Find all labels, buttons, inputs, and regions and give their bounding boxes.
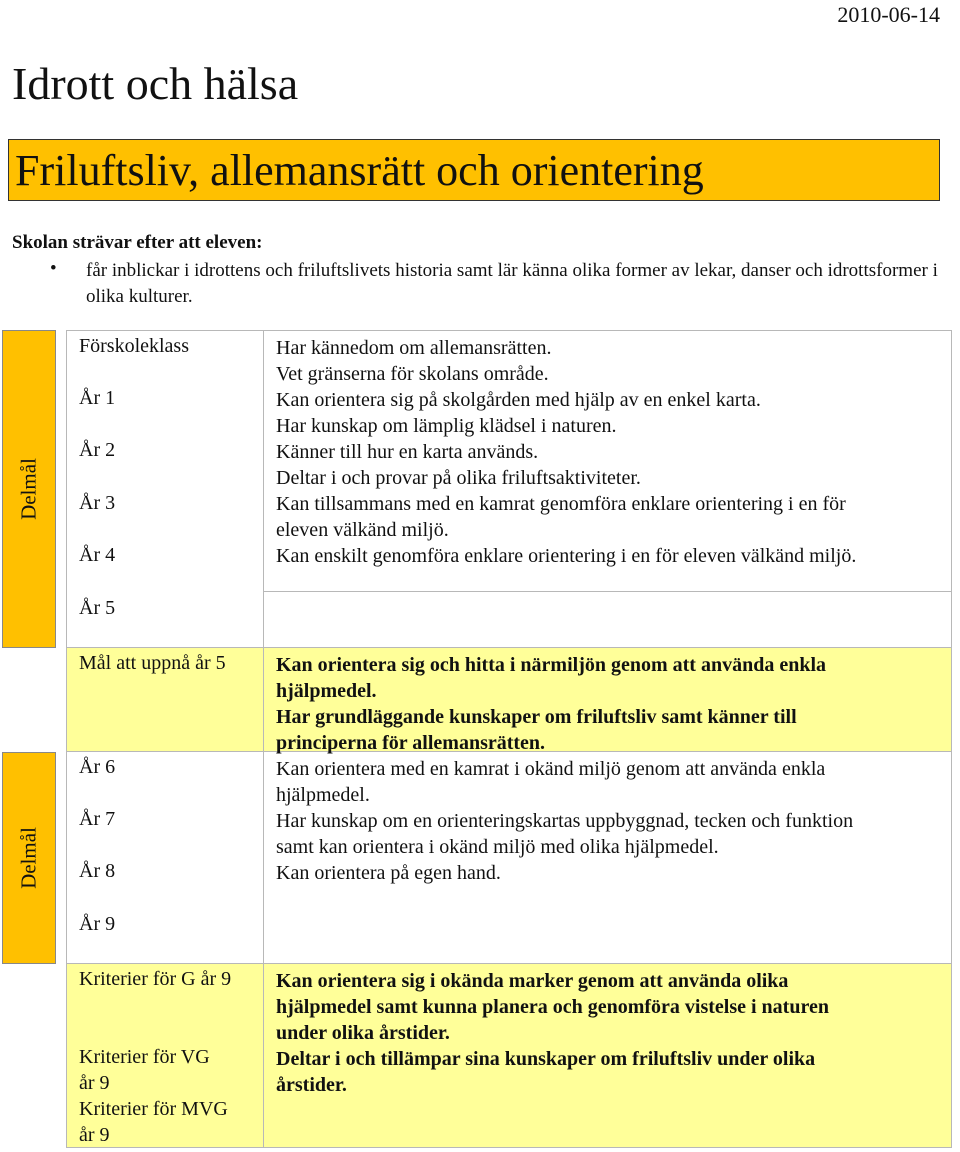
goal-line: eleven välkänd miljö. <box>276 519 449 541</box>
area-banner <box>8 139 940 201</box>
delmal-band-2 <box>2 752 56 964</box>
year-label: År 5 <box>79 597 116 619</box>
goal-line: Kan enskilt genomföra enklare orientering i en för eleven välkänd miljö. <box>276 545 857 567</box>
bullet-dot-icon: • <box>50 258 57 279</box>
criteria-line: Deltar i och tillämpar sina kunskaper om friluftsliv under olika <box>276 1048 816 1070</box>
goal-line: samt kan orientera i okänd miljö med olika hjälpmedel. <box>276 836 719 858</box>
criteria-line: årstider. <box>276 1074 347 1096</box>
goal-line: Deltar i och provar på olika friluftsaktiviteter. <box>276 467 641 489</box>
criteria-vg-label: Kriterier för VG <box>79 1046 210 1068</box>
criteria-line: Kan orientera sig i okända marker genom att använda olika <box>276 970 789 992</box>
delmal-band-1-label: Delmål <box>16 458 41 520</box>
delmal-band-1 <box>2 330 56 648</box>
year-label: År 4 <box>79 544 116 566</box>
goals-cell-2 <box>264 752 952 964</box>
goal-line: Har kunskap om lämplig klädsel i naturen. <box>276 415 617 437</box>
goal-line: Kan orientera med en kamrat i okänd miljö genom att använda enkla <box>276 758 826 780</box>
goal5-label-cell <box>66 648 264 752</box>
goal-line: Vet gränserna för skolans område. <box>276 363 549 385</box>
year-label: År 1 <box>79 387 116 409</box>
year-label: Förskoleklass <box>79 335 189 357</box>
delmal-band-2-label: Delmål <box>16 827 41 889</box>
goal5-text-cell <box>264 648 952 752</box>
year-label: År 7 <box>79 808 116 830</box>
goal-line: Kan tillsammans med en kamrat genomföra enklare orientering i en för <box>276 493 846 515</box>
goal-line: hjälpmedel. <box>276 784 370 806</box>
goal-line: Känner till hur en karta används. <box>276 441 539 463</box>
years-column-1 <box>66 330 264 648</box>
goals-cell-1 <box>264 330 952 592</box>
subject-title: Idrott och hälsa <box>12 58 299 109</box>
goal5-line: hjälpmedel. <box>276 680 377 702</box>
strive-bullet-text: får inblickar i idrottens och friluftslivets historia samt lär känna olika former av lekar, danser och idrottsformer i olika kulturer. <box>86 260 938 307</box>
goal5-line: principerna för allemansrätten. <box>276 732 546 754</box>
document-date: 2010-06-14 <box>837 2 940 27</box>
criteria-label-cell <box>66 964 264 1148</box>
goal5-label: Mål att uppnå år 5 <box>79 652 226 674</box>
goal5-line: Har grundläggande kunskaper om friluftsliv samt känner till <box>276 706 797 728</box>
goal5-line: Kan orientera sig och hitta i närmiljön genom att använda enkla <box>276 654 827 676</box>
year-label: År 3 <box>79 492 116 514</box>
years-column-2 <box>66 752 264 964</box>
year-label: År 9 <box>79 913 116 935</box>
goal-line: Kan orientera sig på skolgården med hjälp av en enkel karta. <box>276 389 761 411</box>
criteria-text-cell <box>264 964 952 1148</box>
goal-line: Har kunskap om en orienteringskartas uppbyggnad, tecken och funktion <box>276 810 854 832</box>
criteria-line: under olika årstider. <box>276 1022 450 1044</box>
criteria-vg-label: år 9 <box>79 1072 110 1094</box>
criteria-mvg-label: år 9 <box>79 1124 110 1146</box>
year-label: År 8 <box>79 860 116 882</box>
criteria-line: hjälpmedel samt kunna planera och genomföra vistelse i naturen <box>276 996 829 1018</box>
year-label: År 2 <box>79 439 116 461</box>
goal-line: Kan orientera på egen hand. <box>276 862 501 884</box>
goals-cell-empty <box>264 592 952 648</box>
goal-line: Har kännedom om allemansrätten. <box>276 337 552 359</box>
strive-heading: Skolan strävar efter att eleven: <box>12 232 263 253</box>
criteria-mvg-label: Kriterier för MVG <box>79 1098 228 1120</box>
year-label: År 6 <box>79 756 116 778</box>
criteria-g-label: Kriterier för G år 9 <box>79 968 232 990</box>
area-title: Friluftsliv, allemansrätt och orientering <box>15 146 704 195</box>
